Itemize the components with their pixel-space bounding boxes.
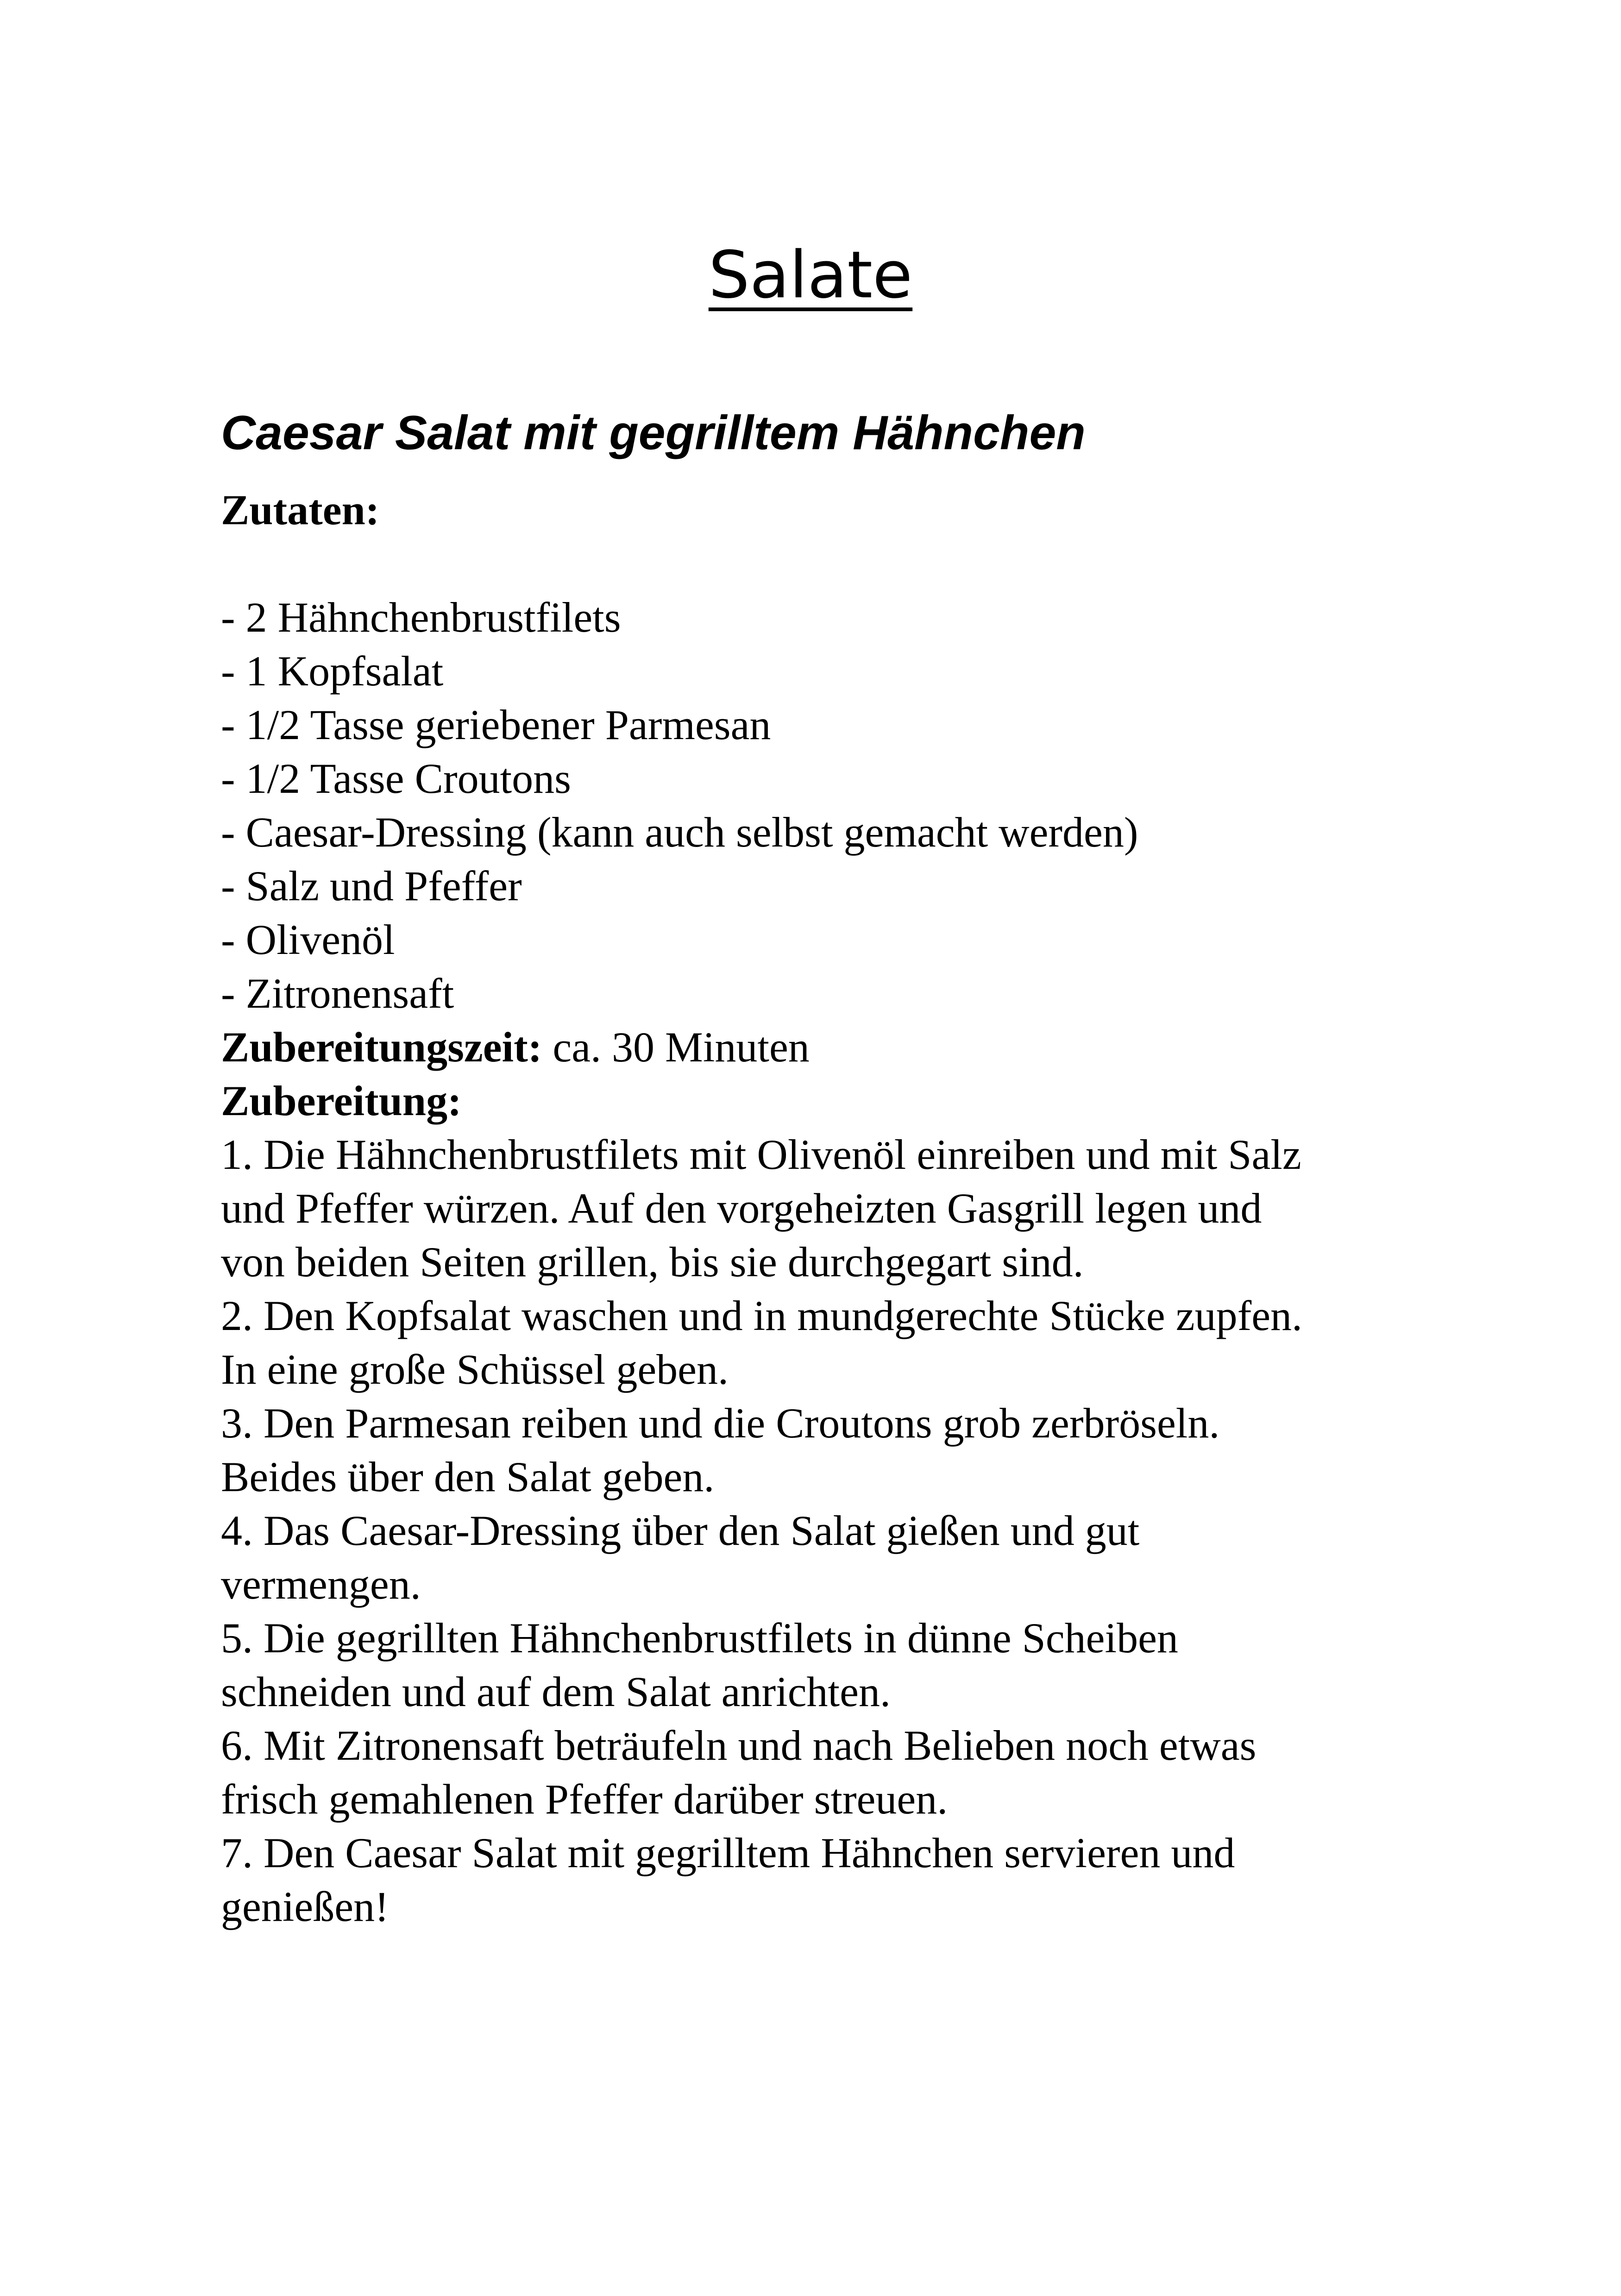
step-line: vermengen. <box>221 1561 421 1608</box>
ingredients-heading: Zutaten: <box>221 486 380 533</box>
step-item <box>221 1719 1453 1826</box>
preparation-time-label: Zubereitungszeit: <box>221 1023 542 1071</box>
preparation-time-value: ca. 30 Minuten <box>542 1023 810 1071</box>
ingredient-item: - 1 Kopfsalat <box>221 647 444 695</box>
ingredients-list <box>221 590 1453 1020</box>
recipe-body <box>221 483 1453 1933</box>
ingredient-item: - Salz und Pfeffer <box>221 862 522 910</box>
step-item <box>221 1826 1453 1933</box>
step-item <box>221 1504 1453 1611</box>
step-line: 3. Den Parmesan reiben und die Croutons grob zerbröseln. <box>221 1399 1220 1447</box>
step-item <box>221 1128 1453 1289</box>
recipe-title: Caesar Salat mit gegrilltem Hähnchen <box>221 406 1086 460</box>
preparation-heading: Zubereitung: <box>221 1077 462 1124</box>
step-item <box>221 1289 1453 1396</box>
preparation-time <box>221 1020 1453 1074</box>
step-line: 2. Den Kopfsalat waschen und in mundgerechte Stücke zupfen. <box>221 1292 1303 1339</box>
step-item <box>221 1611 1453 1719</box>
step-item <box>221 1396 1453 1504</box>
step-line: 6. Mit Zitronensaft beträufeln und nach Belieben noch etwas <box>221 1722 1257 1769</box>
step-line: frisch gemahlenen Pfeffer darüber streuen. <box>221 1775 948 1823</box>
preparation-steps <box>221 1128 1453 1933</box>
ingredient-item: - Zitronensaft <box>221 970 454 1017</box>
page-title: Salate <box>708 238 913 313</box>
step-line: schneiden und auf dem Salat anrichten. <box>221 1668 891 1715</box>
step-line: 4. Das Caesar-Dressing über den Salat gießen und gut <box>221 1507 1140 1554</box>
step-line: In eine große Schüssel geben. <box>221 1346 729 1393</box>
ingredient-item: - Olivenöl <box>221 916 395 963</box>
step-line: und Pfeffer würzen. Auf den vorgeheizten Gasgrill legen und <box>221 1185 1262 1232</box>
ingredient-item: - Caesar-Dressing (kann auch selbst gemacht werden) <box>221 809 1138 856</box>
step-line: 5. Die gegrillten Hähnchenbrustfilets in dünne Scheiben <box>221 1614 1178 1662</box>
ingredient-item: - 1/2 Tasse geriebener Parmesan <box>221 701 771 748</box>
ingredient-item: - 2 Hähnchenbrustfilets <box>221 594 621 641</box>
step-line: 1. Die Hähnchenbrustfilets mit Olivenöl einreiben und mit Salz <box>221 1131 1301 1178</box>
step-line: Beides über den Salat geben. <box>221 1453 715 1500</box>
blank-line <box>221 537 1453 590</box>
step-line: 7. Den Caesar Salat mit gegrilltem Hähnchen servieren und <box>221 1829 1235 1876</box>
step-line: genießen! <box>221 1883 389 1930</box>
step-line: von beiden Seiten grillen, bis sie durchgegart sind. <box>221 1238 1084 1286</box>
ingredient-item: - 1/2 Tasse Croutons <box>221 755 571 802</box>
